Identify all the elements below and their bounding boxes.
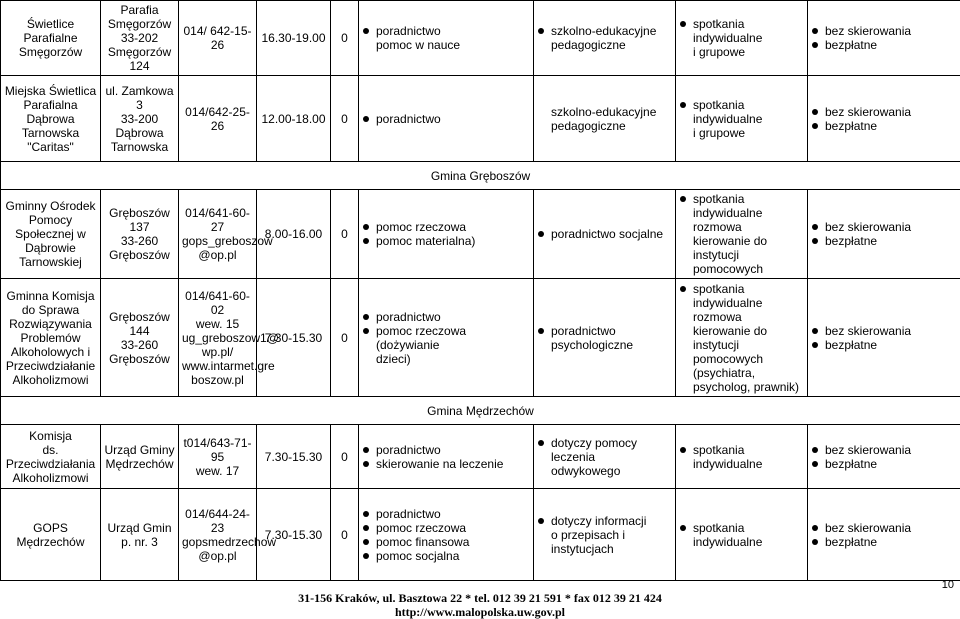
list-item: rozmowa [679, 310, 804, 324]
list-item: psycholog, prawnik) [679, 380, 804, 394]
list-item: bez skierowania [811, 105, 957, 119]
list-item: szkolno-edukacyjne [537, 24, 672, 38]
fee: 0 [331, 489, 359, 581]
institution-phone: 014/641-60-27 gops_greboszow @op.pl [179, 190, 257, 279]
fee: 0 [331, 1, 359, 76]
services-list [359, 489, 534, 581]
list-item: pedagogiczne [537, 119, 672, 133]
opening-hours: 7.30-15.30 [257, 279, 331, 397]
list-item: bez skierowania [811, 220, 957, 234]
footer-address: 31-156 Kraków, ul. Basztowa 22 * tel. 012 39 21 591 * fax 012 39 21 424 [0, 591, 960, 605]
list-item: i grupowe [679, 126, 804, 140]
conditions-list [808, 76, 960, 162]
conditions-list [808, 279, 960, 397]
services-list [359, 190, 534, 279]
list-item: poradnictwo [537, 324, 672, 338]
fee: 0 [331, 279, 359, 397]
list-item: dzieci) [362, 352, 530, 366]
conditions-list [808, 1, 960, 76]
list-item: poradnictwo socjalne [537, 227, 672, 241]
institution-address: Parafia Smęgorzów 33-202 Smęgorzów 124 [101, 1, 179, 76]
list-item: bezpłatne [811, 119, 957, 133]
specialization-list [534, 190, 676, 279]
list-item: spotkania indywidualne [679, 17, 804, 45]
list-item: odwykowego [537, 464, 672, 478]
footer-url[interactable]: http://www.malopolska.uw.gov.pl [0, 605, 960, 619]
services-list [359, 279, 534, 397]
specialization-list [534, 76, 676, 162]
list-item: bez skierowania [811, 443, 957, 457]
forms-list [676, 489, 808, 581]
list-item: pomoc rzeczowa (dożywianie [362, 324, 530, 352]
conditions-list [808, 425, 960, 489]
section-header-row [1, 397, 960, 425]
list-item: o przepisach i instytucjach [537, 528, 672, 556]
institution-address: Gręboszów 137 33-260 Gręboszów [101, 190, 179, 279]
list-item: pomocowych [679, 262, 804, 276]
list-item: pomoc socjalna [362, 549, 530, 563]
list-item: rozmowa [679, 220, 804, 234]
list-item: bez skierowania [811, 24, 957, 38]
institution-name: Gminna Komisja do Sprawa Rozwiązywania Problemów Alkoholowych i Przeciwdziałanie Alkoholizmowi [1, 279, 101, 397]
table-row [1, 279, 960, 397]
forms-list [676, 425, 808, 489]
list-item: spotkania indywidualne [679, 282, 804, 310]
list-item: kierowanie do instytucji [679, 234, 804, 262]
table-row [1, 76, 960, 162]
list-item: spotkania indywidualne [679, 192, 804, 220]
list-item: bez skierowania [811, 521, 957, 535]
forms-list [676, 279, 808, 397]
list-item: dotyczy pomocy leczenia [537, 436, 672, 464]
list-item: pomoc rzeczowa [362, 521, 530, 535]
services-list [359, 1, 534, 76]
page-number: 10 [942, 579, 954, 591]
list-item: poradnictwo [362, 24, 530, 38]
institution-address: Gręboszów 144 33-260 Gręboszów [101, 279, 179, 397]
list-item: spotkania indywidualne [679, 98, 804, 126]
specialization-list [534, 425, 676, 489]
list-item: bezpłatne [811, 457, 957, 471]
specialization-list [534, 489, 676, 581]
list-item: poradnictwo [362, 112, 530, 126]
opening-hours: 7.30-15.30 [257, 425, 331, 489]
list-item: bezpłatne [811, 535, 957, 549]
conditions-list [808, 190, 960, 279]
list-item: bezpłatne [811, 234, 957, 248]
institution-phone: 014/642-25-26 [179, 76, 257, 162]
list-item: i grupowe [679, 45, 804, 59]
forms-list [676, 190, 808, 279]
forms-list [676, 76, 808, 162]
institution-name: GOPS Mędrzechów [1, 489, 101, 581]
institution-name: Gminny Ośrodek Pomocy Społecznej w Dąbrowie Tarnowskiej [1, 190, 101, 279]
institution-address: Urząd Gmin p. nr. 3 [101, 489, 179, 581]
list-item: pomoc finansowa [362, 535, 530, 549]
list-item: pomocowych (psychiatra, [679, 352, 804, 380]
list-item: kierowanie do instytucji [679, 324, 804, 352]
section-title: Gmina Mędrzechów [1, 397, 960, 425]
fee: 0 [331, 190, 359, 279]
table-row [1, 489, 960, 581]
opening-hours: 8.00-16.00 [257, 190, 331, 279]
institution-phone: 014/644-24-23 gopsmedrzechow @op.pl [179, 489, 257, 581]
list-item: szkolno-edukacyjne [537, 105, 672, 119]
list-item: dotyczy informacji [537, 514, 672, 528]
institution-name: Komisja ds. Przeciwdziałania Alkoholizmowi [1, 425, 101, 489]
table-row [1, 425, 960, 489]
specialization-list [534, 1, 676, 76]
opening-hours: 12.00-18.00 [257, 76, 331, 162]
list-item: bezpłatne [811, 338, 957, 352]
fee: 0 [331, 425, 359, 489]
list-item: pomoc rzeczowa [362, 220, 530, 234]
services-list [359, 425, 534, 489]
list-item: bez skierowania [811, 324, 957, 338]
institution-name: Świetlice Parafialne Smęgorzów [1, 1, 101, 76]
institution-phone: 014/641-60-02 wew. 15 ug_greboszow1@ wp.pl/ www.intarmet.gre boszow.pl [179, 279, 257, 397]
list-item: poradnictwo [362, 310, 530, 324]
list-item: pomoc w nauce [362, 38, 530, 52]
forms-list [676, 1, 808, 76]
institution-phone: t014/643-71-95 wew. 17 [179, 425, 257, 489]
list-item: spotkania indywidualne [679, 521, 804, 549]
table-row [1, 1, 960, 76]
table-row [1, 190, 960, 279]
opening-hours: 7.30-15.30 [257, 489, 331, 581]
list-item: poradnictwo [362, 443, 530, 457]
list-item: psychologiczne [537, 338, 672, 352]
list-item: skierowanie na leczenie [362, 457, 530, 471]
institution-name: Miejska Świetlica Parafialna Dąbrowa Tarnowska "Caritas" [1, 76, 101, 162]
fee: 0 [331, 76, 359, 162]
institution-address: ul. Zamkowa 3 33-200 Dąbrowa Tarnowska [101, 76, 179, 162]
conditions-list [808, 489, 960, 581]
list-item: bezpłatne [811, 38, 957, 52]
services-list [359, 76, 534, 162]
list-item: pedagogiczne [537, 38, 672, 52]
institution-phone: 014/ 642-15-26 [179, 1, 257, 76]
section-title: Gmina Gręboszów [1, 162, 960, 190]
section-header-row [1, 162, 960, 190]
list-item: pomoc materialna) [362, 234, 530, 248]
list-item: poradnictwo [362, 507, 530, 521]
opening-hours: 16.30-19.00 [257, 1, 331, 76]
institution-address: Urząd Gminy Mędrzechów [101, 425, 179, 489]
specialization-list [534, 279, 676, 397]
list-item: spotkania indywidualne [679, 443, 804, 471]
